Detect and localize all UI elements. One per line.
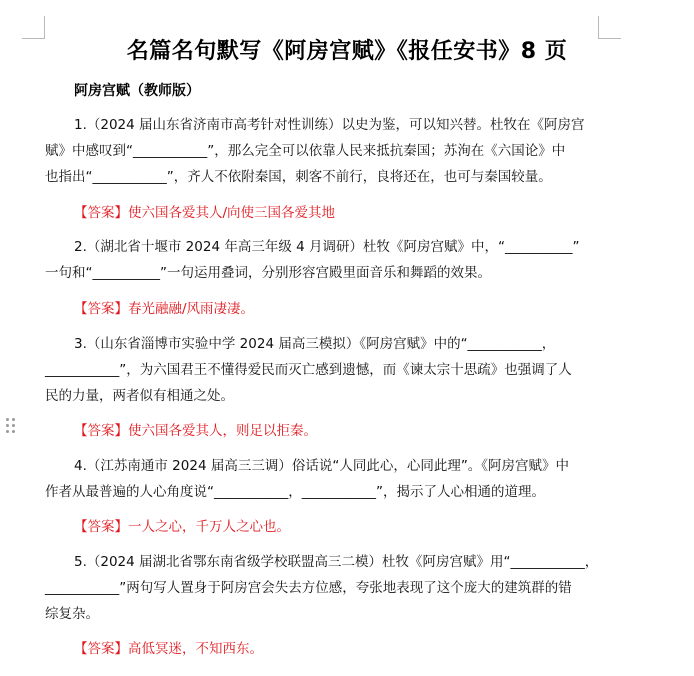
drag-handle-icon[interactable] [6, 418, 16, 434]
question-line: 一句和“__________”一句运用叠词，分别形容宫殿里面音乐和舞蹈的效果。 [45, 265, 491, 281]
page-title: 名篇名句默写《阿房宫赋》《报任安书》8 页 [126, 39, 568, 64]
question-3 [45, 331, 605, 409]
answer-5: 【答案】高低冥迷，不知西东。 [74, 641, 263, 657]
question-line: ___________”两句写人置身于阿房宫会失去方位感，夸张地表现了这个庞大的建筑群的错 [45, 580, 572, 596]
answer-3: 【答案】使六国各爱其人，则足以拒秦。 [74, 423, 317, 439]
question-line: 也指出“___________”，齐人不依附秦国，刺客不前行，良将还在，也可与秦国较量。 [45, 169, 552, 185]
answer-1: 【答案】使六国各爱其人/向使三国各爱其地 [74, 205, 336, 221]
question-line: 3.（山东省淄博市实验中学 2024 届高三模拟）《阿房宫赋》中的“___________， [74, 336, 556, 352]
question-line: 综复杂。 [45, 606, 99, 622]
section-subtitle: 阿房宫赋（教师版） [74, 83, 200, 99]
question-line: 5.（2024 届湖北省鄂东南省级学校联盟高三二模）杜牧《阿房宫赋》用“___________， [74, 554, 599, 570]
question-line: 赋》中感叹到“___________”，那么完全可以依靠人民来抵抗秦国；苏洵在《六国论》中 [45, 143, 566, 159]
question-4 [45, 453, 605, 505]
question-2 [45, 234, 605, 286]
question-1 [45, 112, 605, 190]
question-line: 民的力量，两者似有相通之处。 [45, 388, 234, 404]
answer-2: 【答案】春光融融/风雨凄凄。 [74, 301, 255, 317]
question-line: 1.（2024 届山东省济南市高考针对性训练）以史为鉴，可以知兴替。杜牧在《阿房宫 [74, 117, 585, 133]
question-5 [45, 549, 605, 627]
answer-4: 【答案】一人之心，千万人之心也。 [74, 519, 290, 535]
question-line: ___________”，为六国君王不懂得爱民而灭亡感到遗憾，而《谏太宗十思疏》也强调了人 [45, 362, 572, 378]
question-line: 作者从最普遍的人心角度说“___________，___________”，揭示了人心相通的道理。 [45, 484, 545, 500]
question-line: 2.（湖北省十堰市 2024 年高三年级 4 月调研）杜牧《阿房宫赋》中，“__________” [74, 239, 580, 255]
question-line: 4.（江苏南通市 2024 届高三三调）俗话说“人同此心，心同此理”。《阿房宫赋》中 [74, 458, 570, 474]
